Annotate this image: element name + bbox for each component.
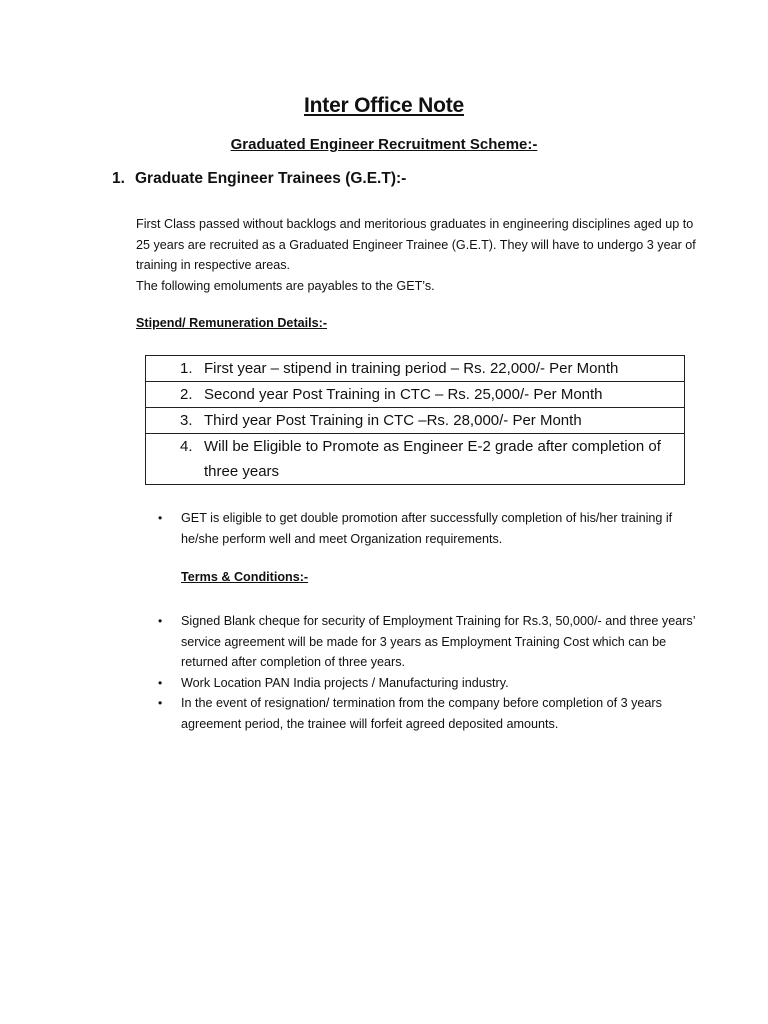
section-heading	[112, 170, 406, 188]
bullet-icon: •	[158, 696, 163, 710]
list-item-text: GET is eligible to get double promotion after successfully completion of his/her training if he/she perform well and meet Organization requirements.	[181, 511, 673, 546]
section-number: 1.	[112, 170, 125, 187]
section-heading-text: Graduate Engineer Trainees (G.E.T):-	[135, 170, 407, 187]
table-row	[146, 356, 685, 382]
table-cell	[146, 382, 685, 408]
row-number: 3.	[180, 412, 193, 429]
page-title: Inter Office Note	[304, 94, 464, 117]
table-row	[146, 408, 685, 434]
stipend-table	[145, 355, 685, 485]
table-cell	[146, 356, 685, 382]
table-cell	[146, 434, 685, 485]
row-text: Second year Post Training in CTC – Rs. 25,000/- Per Month	[204, 386, 603, 403]
table-cell	[146, 408, 685, 434]
row-text: Will be Eligible to Promote as Engineer E-2 grade after completion of three years	[204, 438, 661, 480]
list-item-text: In the event of resignation/ termination from the company before completion of 3 years agreement period, the trainee will forfeit agreed deposited amounts.	[181, 696, 662, 731]
bullet-icon: •	[158, 614, 163, 628]
table-row	[146, 382, 685, 408]
bullet-icon: •	[158, 675, 163, 690]
list-item-text: Signed Blank cheque for security of Employment Training for Rs.3, 50,000/- and three years’ service agreement will be made for 3 years as Employment Training Cost which can be returned after completion of three years.	[181, 614, 696, 669]
row-text: First year – stipend in training period – Rs. 22,000/- Per Month	[204, 360, 619, 377]
table-row	[146, 434, 685, 485]
list-item	[158, 673, 698, 694]
list-item-text: Work Location PAN India projects / Manufacturing industry.	[181, 675, 509, 690]
row-number: 1.	[180, 360, 193, 377]
row-number: 4.	[180, 438, 193, 455]
row-number: 2.	[180, 386, 193, 403]
scheme-subtitle: Graduated Engineer Recruitment Scheme:-	[230, 136, 538, 153]
terms-list	[158, 611, 698, 734]
stipend-heading: Stipend/ Remuneration Details:-	[136, 316, 328, 330]
intro-paragraph: First Class passed without backlogs and meritorious graduates in engineering disciplines aged up to 25 years are recruited as a Graduated Engineer Trainee (G.E.T). They will have to undergo 3 year of training in respective areas.	[136, 217, 696, 272]
get-bullet-list	[158, 508, 698, 549]
list-item	[158, 611, 698, 673]
bullet-icon: •	[158, 511, 163, 525]
row-text: Third year Post Training in CTC –Rs. 28,000/- Per Month	[204, 412, 582, 429]
intro-text	[136, 214, 696, 296]
list-item	[158, 693, 698, 734]
terms-heading: Terms & Conditions:-	[181, 570, 309, 584]
list-item	[158, 508, 698, 549]
intro-paragraph: The following emoluments are payables to the GET’s.	[136, 278, 435, 293]
